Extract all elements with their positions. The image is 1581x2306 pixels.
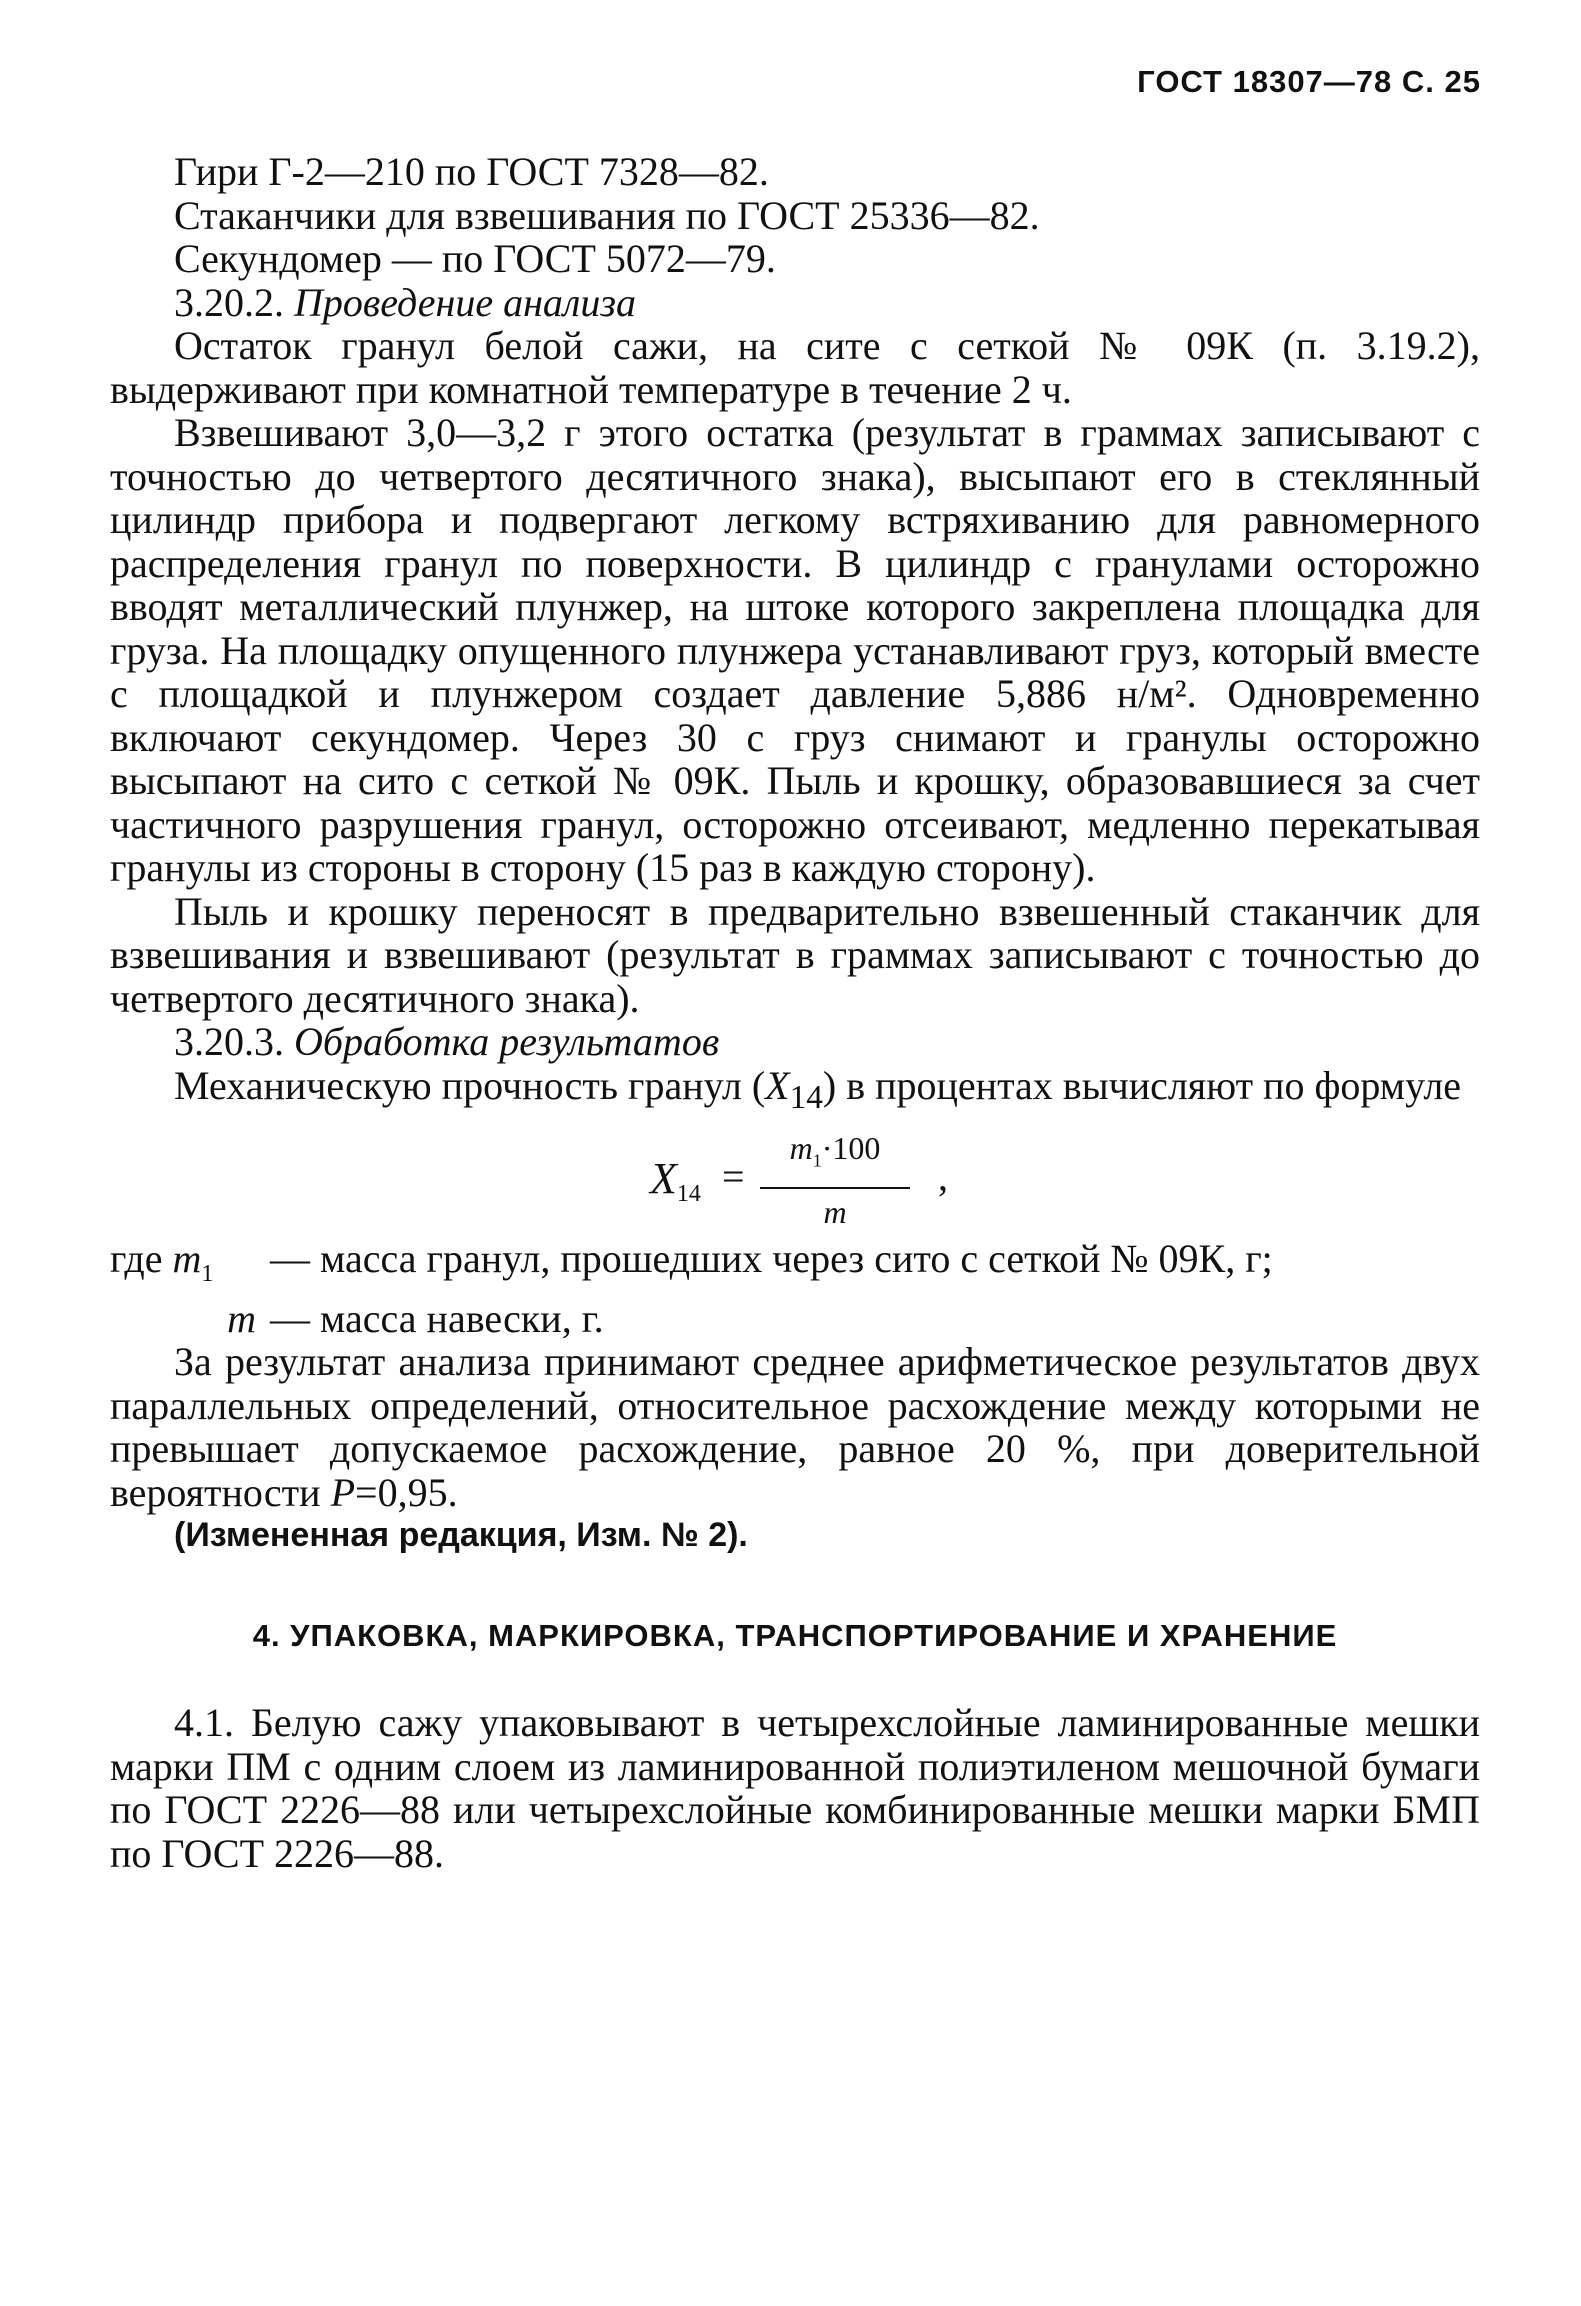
symbol-p: P xyxy=(330,1469,356,1515)
where-label: где xyxy=(110,1236,163,1281)
definition-m xyxy=(110,1297,1480,1341)
symbol-m: m xyxy=(172,1236,202,1281)
section-4-title: 4. УПАКОВКА, МАРКИРОВКА, ТРАНСПОРТИРОВАНИЕ И ХРАНЕНИЕ xyxy=(252,1617,1338,1653)
numerator-rest: ·100 xyxy=(821,1130,881,1166)
subsection-3-20-3 xyxy=(110,1020,1480,1064)
formula-x14 xyxy=(110,1127,1480,1230)
text-fragment: За результат анализа принимают среднее арифметическое результатов двух параллельных определений, относительное расхождение между которыми не превышает допускаемое расхождение, равное 20 %, при доверительной вероятности xyxy=(110,1339,1480,1515)
equipment-stopwatch: Секундомер — по ГОСТ 5072—79. xyxy=(174,236,776,281)
paragraph-4-1: 4.1. Белую сажу упаковывают в четырехслойные ламинированные мешки марки ПМ с одним слоем из ламинированной полиэтиленом мешочной бумаги по ГОСТ 2226—88 или четырехслойные комбинированные мешки марки БМП по ГОСТ 2226—88. xyxy=(110,1700,1480,1876)
definition-symbol xyxy=(110,1297,270,1341)
equipment-beakers: Стаканчики для взвешивания по ГОСТ 25336—82. xyxy=(174,192,1040,238)
page-header: ГОСТ 18307—78 С. 25 xyxy=(1137,64,1481,99)
definition-text: — масса навески, г. xyxy=(270,1295,604,1341)
formula-numerator xyxy=(760,1127,910,1189)
formula-lhs-symbol: X xyxy=(650,1154,677,1203)
definition-text: — масса гранул, прошедших через сито с сеткой № 09К, г; xyxy=(270,1236,1273,1281)
variable-definitions xyxy=(110,1237,1480,1340)
numerator-subscript: 1 xyxy=(812,1150,822,1171)
amendment-note: (Измененная редакция, Изм. № 2). xyxy=(174,1516,748,1554)
formula-lhs xyxy=(650,1154,701,1217)
formula-comma: , xyxy=(938,1154,948,1199)
subsection-number: 3.20.3. xyxy=(174,1019,284,1064)
formula-denominator: m xyxy=(823,1193,847,1230)
numerator-symbol: m xyxy=(789,1130,813,1166)
text-fragment: ) в процентах вычисляют по формуле xyxy=(822,1062,1462,1108)
subsection-number: 3.20.2. xyxy=(174,279,284,325)
paragraph-residue: Остаток гранул белой сажи, на сите с сеткой № 09К (п. 3.19.2), выдерживают при комнатной температуре в течение 2 ч. xyxy=(110,323,1480,412)
symbol-x: X xyxy=(765,1062,790,1108)
formula-fraction xyxy=(760,1127,910,1234)
equipment-weights: Гири Г-2—210 по ГОСТ 7328—82. xyxy=(174,149,769,194)
text-fragment: =0,95. xyxy=(355,1469,458,1515)
subsection-3-20-2 xyxy=(110,281,1480,325)
symbol-subscript: 1 xyxy=(201,1261,214,1287)
page-content xyxy=(110,150,1480,1875)
formula-equals: = xyxy=(722,1154,745,1199)
definition-symbol xyxy=(110,1237,270,1297)
definition-m1 xyxy=(110,1237,1480,1297)
paragraph-weighing: Пыль и крошку переносят в предварительно взвешенный стаканчик для взвешивания и взвешивают (результат в граммах записывают с точностью до четвертого десятичного знака). xyxy=(110,888,1480,1021)
formula-lhs-subscript: 14 xyxy=(676,1181,701,1207)
symbol-m: m xyxy=(227,1295,256,1341)
paragraph-strength-intro xyxy=(110,1064,1480,1120)
paragraph-result xyxy=(110,1340,1480,1514)
paragraph-procedure: Взвешивают 3,0—3,2 г этого остатка (результат в граммах записывают с точностью до четвертого десятичного знака), высыпают его в стеклянный цилиндр прибора и подвергают легкому встряхиванию для равномерного распределения гранул по поверхности. В цилиндр с гранулами осторожно вводят металлический плунжер, на штоке которого закреплена площадка для груза. На площадку опущенного плунжера устанавливают груз, который вместе с площадкой и плунжером создает давление 5,886 н/м². Одновременно включают секундомер. Через 30 с груз снимают и гранулы осторожно высыпают на сито с сеткой № 09К. Пыль и крошку, образовавшиеся за счет частичного разрушения гранул, осторожно отсеивают, медленно перекатывая гранулы из стороны в сторону (15 раз в каждую сторону). xyxy=(110,410,1480,890)
text-fragment: Механическую прочность гранул ( xyxy=(174,1062,766,1108)
symbol-subscript: 14 xyxy=(789,1078,823,1116)
subsection-title: Проведение анализа xyxy=(294,279,636,325)
subsection-title: Обработка результатов xyxy=(294,1019,720,1064)
